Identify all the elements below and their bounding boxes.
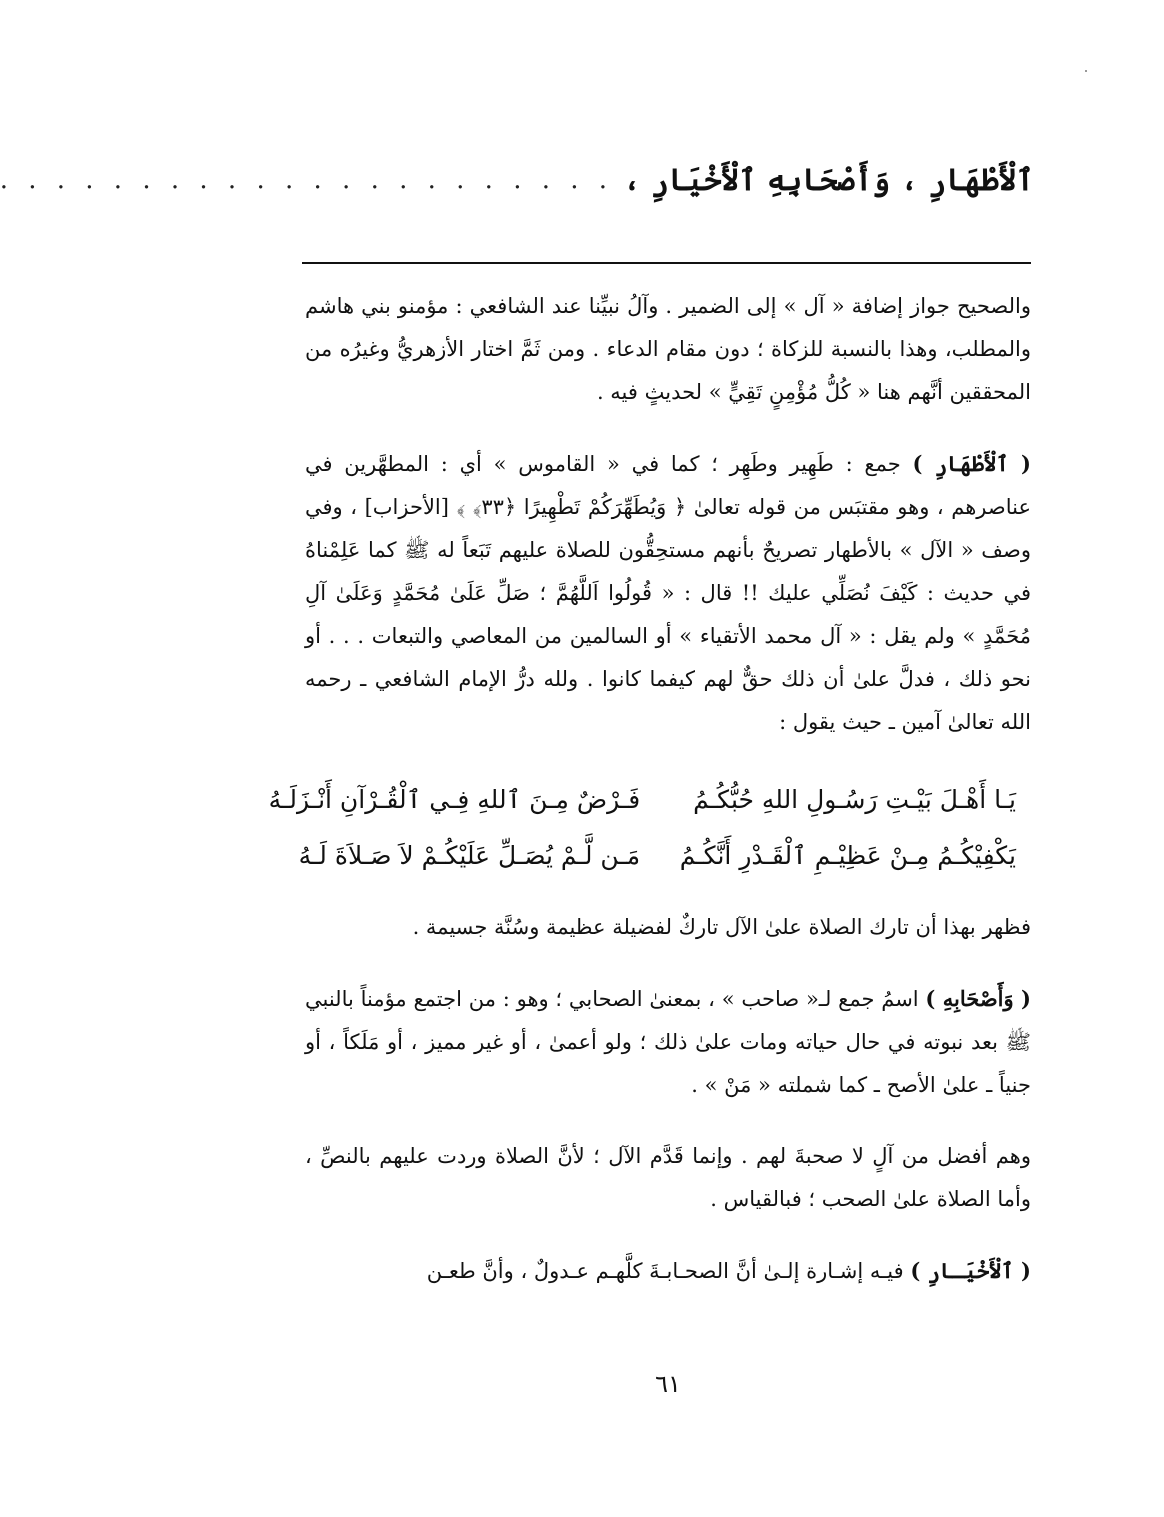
paragraph-text: وهم أفضل من آلٍ لا صحبةَ لهم . وإنما قَدَّم الآل ؛ لأنَّ الصلاة وردت عليهم بالنصِّ ، وأما الصلاة علىٰ الصحب ؛ فبالقياس .	[305, 1144, 1031, 1211]
paragraph-ashab	[305, 977, 1031, 1107]
glossed-term: ( ٱلْأَخْيَـارِ )	[910, 1258, 1031, 1283]
poem-second-hemistich: مَـن لَّـمْ يُصَـلِّ عَلَيْكُـمْ لاَ صَـلاَةَ لَـهُ	[298, 841, 641, 870]
paragraph-text: جمع : طَهِير وطَهِر ؛ كما في « القاموس » أي : المطهَّرين في عناصرهم ، وهو مقتبَس من قوله تعالىٰ ﴿ وَيُطَهِّرَكُمْ تَطْهِيرًا ﴿٣٣﴾ ﴾ [الأحزاب] ، وفي وصف « الآل » بالأطهار تصريحٌ بأنهم مستحِقُّون للصلاة عليهم تَبَعاً له ﷺ كما عَلِمْناهُ في حديث : كَيْفَ نُصَلِّي عليك !! قال : « قُولُوا اَللَّهُمَّ ؛ صَلِّ عَلَىٰ مُحَمَّدٍ وَعَلَىٰ آلِ مُحَمَّدٍ » ولم يقل : « آل محمد الأتقياء » أو السالمين من المعاصي والتبعات . . . أو نحو ذلك ، فدلَّ علىٰ أن ذلك حقٌّ لهم كيفما كانوا . ولله درُّ الإمام الشافعي ـ رحمه الله تعالىٰ آمين ـ حيث يقول :	[305, 452, 1031, 734]
page-number: ٦١	[655, 1370, 681, 1398]
paragraph-text: اسمُ جمع لـ« صاحب » ، بمعنىٰ الصحابي ؛ وهو : من اجتمع مؤمناً بالنبي ﷺ بعد نبوته في حال حياته ومات علىٰ ذلك ؛ ولو أعمىٰ ، أو غير مميز ، أو مَلَكاً ، أو جنياً ـ علىٰ الأصح ـ كما شملته « مَنْ » .	[305, 987, 1031, 1097]
scan-speck	[1085, 70, 1087, 72]
poem-first-hemistich: يَـا أَهْـلَ بَيْـتِ رَسُـولِ اللهِ حُبُّكُـمُ	[693, 785, 1016, 814]
poem-second-hemistich: فَـرْضٌ مِـنَ ٱللهِ فِـي ٱلْقُـرْآنِ أَنْـزَلَـهُ	[268, 785, 641, 814]
header-dot-leader: . . . . . . . . . . . . . . . . . . . . . .	[0, 165, 614, 195]
header-title: ٱلْأَطْهَارِ ، وَأَصْحَابِهِ ٱلْأَخْيَارِ ،	[623, 162, 1034, 198]
paragraph-after-poem	[305, 906, 1031, 949]
paragraph-al-athar	[305, 442, 1031, 744]
poem	[268, 772, 1031, 884]
paragraph-al-definition	[305, 285, 1031, 414]
poem-first-hemistich: يَكْفِيْكُـمُ مِـنْ عَظِيْـمِ ٱلْقَـدْرِ أَنَّكُـمُ	[679, 841, 1016, 870]
header-rule	[302, 262, 1031, 264]
paragraph-text: فظهر بهذا أن تارك الصلاة علىٰ الآل تاركٌ لفضيلة عظيمة وسُنَّة جسيمة .	[412, 915, 1031, 939]
poem-verse	[268, 772, 1031, 828]
paragraph-preference	[305, 1135, 1031, 1221]
glossed-term: ( وَأَصْحَابِهِ )	[925, 986, 1031, 1011]
paragraph-akhyar	[305, 1249, 1031, 1293]
paragraph-text: والصحيح جواز إضافة « آل » إلى الضمير . وآلُ نبيِّنا عند الشافعي : مؤمنو بني هاشم والمطلب، وهذا بالنسبة للزكاة ؛ دون مقام الدعاء . ومن ثَمَّ اختار الأزهريُّ وغيرُه من المحققين أنَّهم هنا « كُلُّ مُؤْمِنٍ تَقِيٍّ » لحديثٍ فيه .	[305, 294, 1031, 404]
page-body	[268, 285, 1031, 1321]
running-header	[0, 150, 1034, 210]
poem-verse	[298, 828, 1031, 884]
paragraph-text: فيـه إشـارة إلـىٰ أنَّ الصحـابـةَ كلَّهـم عـدولٌ ، وأنَّ طعـن	[426, 1259, 911, 1283]
glossed-term: ( ٱلْأَطْهَارِ )	[912, 451, 1031, 476]
